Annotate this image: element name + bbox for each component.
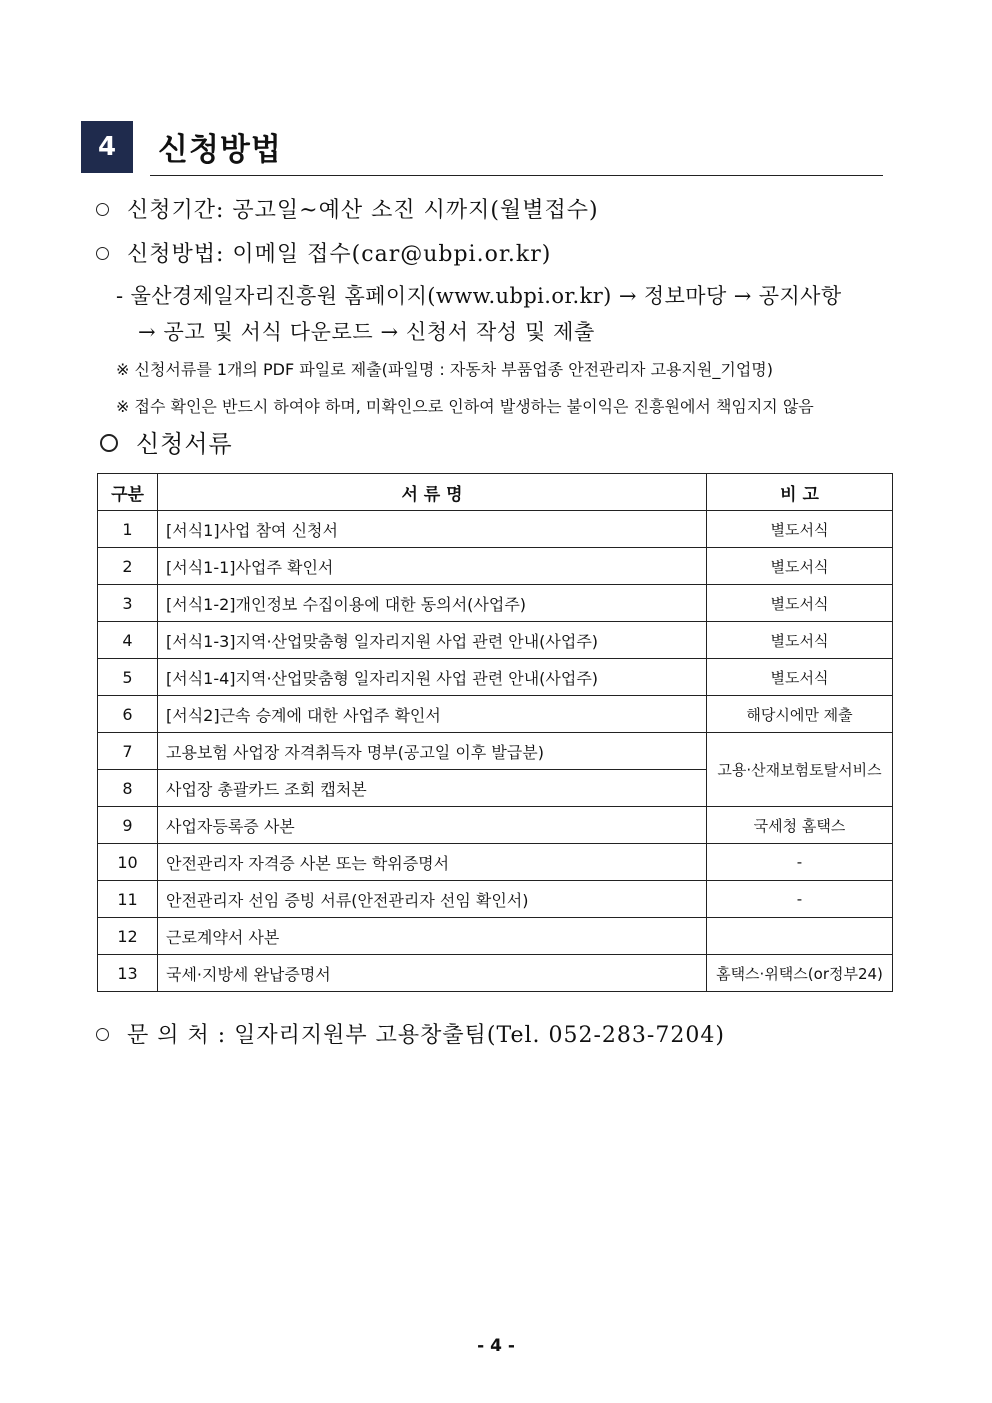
section-number-badge: 4 [81, 121, 133, 173]
note-file-format: ※ 신청서류를 1개의 PDF 파일로 제출(파일명 : 자동차 부품업종 안전관리자 고용지원_기업명) [116, 360, 773, 379]
row-note: 국세청 홈택스 [707, 807, 893, 844]
table-row [98, 548, 893, 585]
note-confirmation: ※ 접수 확인은 반드시 하여야 하며, 미확인으로 인하여 발생하는 불이익은 진흥원에서 책임지지 않음 [116, 397, 814, 416]
section-title: 신청방법 [158, 132, 282, 168]
period-text: 신청기간: 공고일~예산 소진 시까지(월별접수) [127, 198, 599, 223]
row-doc-name: [서식1-4]지역·산업맞춤형 일자리지원 사업 관련 안내(사업주) [158, 659, 707, 696]
row-doc-name: 사업자등록증 사본 [158, 807, 707, 844]
row-no: 6 [98, 696, 158, 733]
row-doc-name: [서식1-1]사업주 확인서 [158, 548, 707, 585]
row-note [707, 918, 893, 955]
row-note: 별도서식 [707, 511, 893, 548]
row-no: 7 [98, 733, 158, 770]
row-doc-name: 고용보험 사업장 자격취득자 명부(공고일 이후 발급분) [158, 733, 707, 770]
docs-heading [100, 424, 233, 459]
table-row [98, 955, 893, 992]
section-title-underline [150, 175, 883, 176]
row-doc-name: [서식1]사업 참여 신청서 [158, 511, 707, 548]
row-note-merged: 고용·산재보험토탈서비스 [707, 733, 893, 807]
table-row [98, 622, 893, 659]
documents-table [97, 473, 893, 992]
table-row [98, 659, 893, 696]
path-line-1: - 울산경제일자리진흥원 홈페이지(www.ubpi.or.kr) → 정보마당 → 공지사항 [116, 284, 842, 308]
row-doc-name: [서식1-3]지역·산업맞춤형 일자리지원 사업 관련 안내(사업주) [158, 622, 707, 659]
table-row [98, 696, 893, 733]
method-bullet [96, 237, 551, 268]
row-no: 13 [98, 955, 158, 992]
table-row [98, 733, 893, 770]
period-bullet [96, 193, 599, 224]
row-note: 별도서식 [707, 622, 893, 659]
table-row [98, 807, 893, 844]
table-row [98, 511, 893, 548]
row-no: 11 [98, 881, 158, 918]
row-no: 8 [98, 770, 158, 807]
path-line-2: → 공고 및 서식 다운로드 → 신청서 작성 및 제출 [138, 320, 595, 344]
circle-bullet-icon [96, 247, 109, 260]
method-text: 신청방법: 이메일 접수(car@ubpi.or.kr) [127, 242, 552, 267]
circle-bullet-icon [100, 434, 118, 452]
row-note: - [707, 881, 893, 918]
row-no: 5 [98, 659, 158, 696]
row-note: - [707, 844, 893, 881]
row-doc-name: 안전관리자 선임 증빙 서류(안전관리자 선임 확인서) [158, 881, 707, 918]
table-row [98, 585, 893, 622]
header-doc-name: 서 류 명 [158, 474, 707, 511]
circle-bullet-icon [96, 1028, 109, 1041]
row-doc-name: 사업장 총괄카드 조회 캡처본 [158, 770, 707, 807]
row-note: 홈택스·위택스(or정부24) [707, 955, 893, 992]
row-doc-name: 근로계약서 사본 [158, 918, 707, 955]
row-no: 4 [98, 622, 158, 659]
row-no: 9 [98, 807, 158, 844]
row-no: 10 [98, 844, 158, 881]
table-row [98, 881, 893, 918]
row-note: 별도서식 [707, 659, 893, 696]
row-note: 별도서식 [707, 585, 893, 622]
page-number: - 4 - [477, 1336, 515, 1356]
row-no: 12 [98, 918, 158, 955]
row-note: 해당시에만 제출 [707, 696, 893, 733]
row-doc-name: 국세·지방세 완납증명서 [158, 955, 707, 992]
table-header-row [98, 474, 893, 511]
circle-bullet-icon [96, 203, 109, 216]
row-note: 별도서식 [707, 548, 893, 585]
row-doc-name: [서식2]근속 승계에 대한 사업주 확인서 [158, 696, 707, 733]
table-row [98, 918, 893, 955]
header-note: 비 고 [707, 474, 893, 511]
row-no: 1 [98, 511, 158, 548]
row-doc-name: 안전관리자 자격증 사본 또는 학위증명서 [158, 844, 707, 881]
contact-text: 문 의 처 : 일자리지원부 고용창출팀(Tel. 052-283-7204) [127, 1023, 725, 1048]
header-no: 구분 [98, 474, 158, 511]
table-row [98, 844, 893, 881]
contact-bullet [96, 1018, 725, 1049]
docs-heading-text: 신청서류 [136, 430, 233, 458]
row-doc-name: [서식1-2]개인정보 수집이용에 대한 동의서(사업주) [158, 585, 707, 622]
row-no: 3 [98, 585, 158, 622]
row-no: 2 [98, 548, 158, 585]
